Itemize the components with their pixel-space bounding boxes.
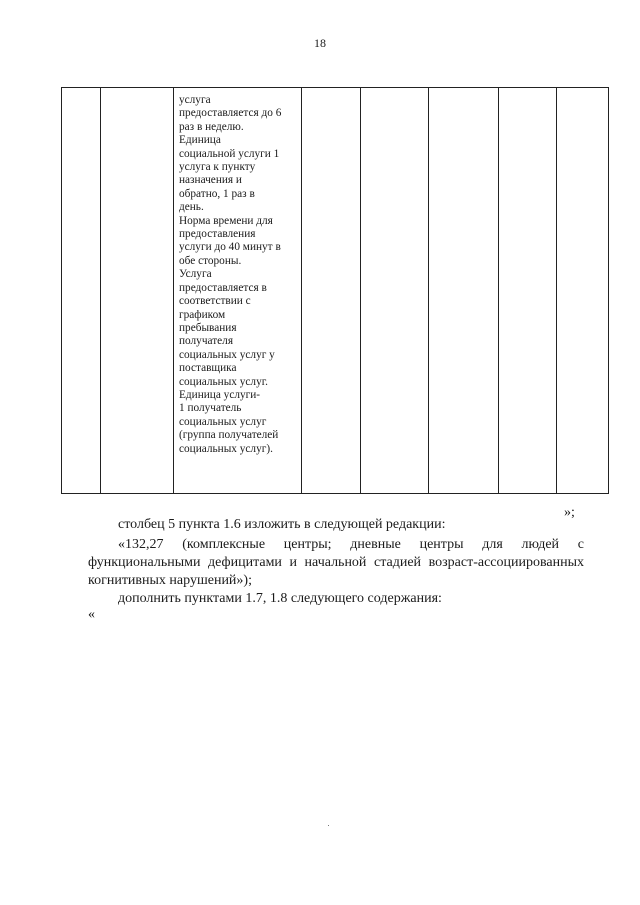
closing-quote: »; bbox=[564, 505, 575, 520]
table-cell-line: Единица услуги- bbox=[179, 388, 261, 401]
column-divider bbox=[173, 88, 174, 493]
paragraph-4: « bbox=[88, 607, 95, 622]
paragraph-3: дополнить пунктами 1.7, 1.8 следующего содержания: bbox=[118, 591, 442, 606]
table-cell-line: графиком bbox=[179, 308, 226, 321]
table-cell-line: поставщика bbox=[179, 362, 237, 375]
table-cell-line: раз в неделю. bbox=[179, 120, 244, 133]
paragraph-1: столбец 5 пункта 1.6 изложить в следующей редакции: bbox=[118, 517, 446, 532]
table-cell-line: Услуга bbox=[179, 268, 212, 281]
table-cell-line: предоставляется до 6 bbox=[179, 107, 282, 120]
table-cell-text bbox=[179, 94, 307, 456]
table-cell-line: социальных услуг. bbox=[179, 375, 268, 388]
table-cell-line: обратно, 1 раз в bbox=[179, 187, 255, 200]
table-cell-line: пребывания bbox=[179, 321, 237, 334]
table-cell-line: день. bbox=[179, 201, 204, 214]
page-number: 18 bbox=[314, 36, 326, 50]
scan-speck bbox=[328, 825, 329, 826]
table-cell-line: 1 получатель bbox=[179, 402, 242, 415]
table-cell-line: получателя bbox=[179, 335, 234, 348]
table-cell-line: соответствии с bbox=[179, 295, 251, 308]
table bbox=[61, 87, 609, 494]
table-cell-line: Единица bbox=[179, 134, 221, 147]
table-cell-line: социальных услуг). bbox=[179, 442, 273, 455]
paragraph-2: «132,27 (комплексные центры; дневные центры для людей с функциональными дефицитами и начальной стадией возраст-ассоциированных когнитивных нарушений»); bbox=[88, 537, 584, 588]
table-cell-line: предоставляется в bbox=[179, 281, 267, 294]
table-cell-line: услуга к пункту bbox=[179, 161, 256, 174]
table-cell-line: социальных услуг bbox=[179, 415, 267, 428]
column-divider bbox=[100, 88, 101, 493]
table-cell-line: социальной услуги 1 bbox=[179, 147, 280, 160]
table-cell-line: (группа получателей bbox=[179, 429, 279, 442]
table-cell-line: социальных услуг у bbox=[179, 348, 275, 361]
table-cell-line: Норма времени для bbox=[179, 214, 273, 227]
table-cell-line: обе стороны. bbox=[179, 254, 242, 267]
table-cell-line: назначения и bbox=[179, 174, 242, 187]
table-cell-line: услуга bbox=[179, 94, 211, 106]
column-divider bbox=[498, 88, 499, 493]
column-divider bbox=[360, 88, 361, 493]
table-cell-line: предоставления bbox=[179, 228, 256, 241]
column-divider bbox=[428, 88, 429, 493]
table-cell-line: услуги до 40 минут в bbox=[179, 241, 281, 254]
column-divider bbox=[556, 88, 557, 493]
